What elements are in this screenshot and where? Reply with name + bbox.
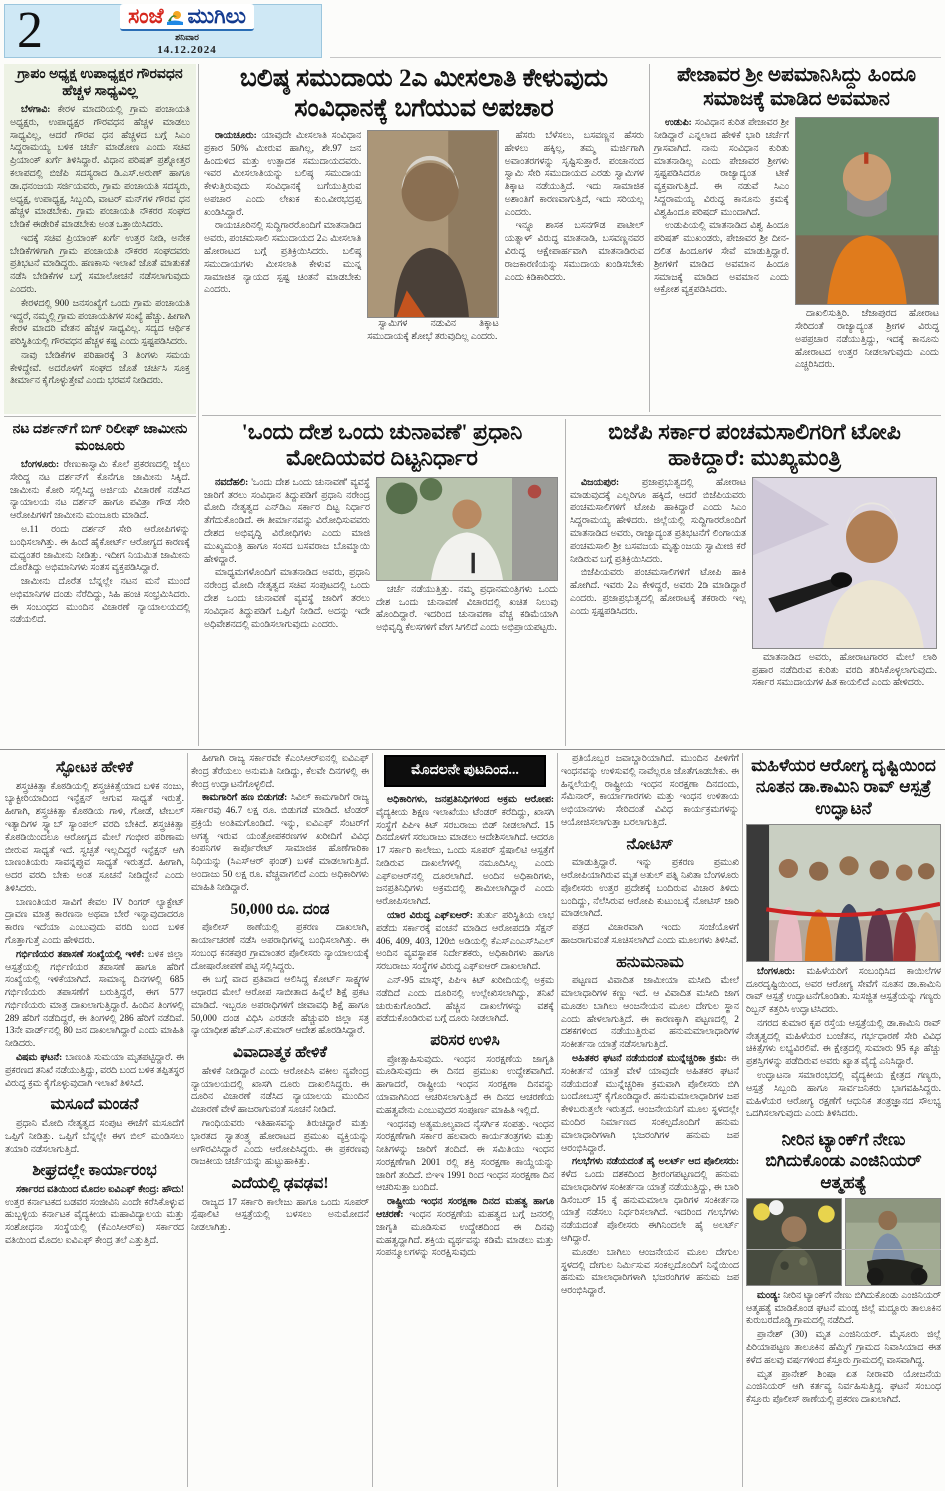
body-paragraph: ಹೀಗಾಗಿ ರಾಜ್ಯ ಸರ್ಕಾರವೇ ಕೆಎಂಸಿಆರ್‌ಐನಲ್ಲಿ ಐವಿಎಫ್ ಕೇಂದ್ರ ತೆರೆಯಲು ಅನುಮತಿ ನೀಡಿದ್ದು, ಕೆಲವೇ ದಿನಗಳಲ್ಲಿ ಈ ಕೇಂದ್ರ ಉದ್ಘಾಟನೆಗೊಳ್ಳಲಿದೆ. xyxy=(191,754,369,790)
body-paragraph: ನವದೆಹಲಿ: 'ಒಂದು ದೇಶ ಒಂದು ಚುನಾವಣೆ' ವ್ಯವಸ್ಥೆ ಜಾರಿಗೆ ತರಲು ಸಂವಿಧಾನ ತಿದ್ದುಪಡಿಗೆ ಪ್ರಧಾನಿ ನರೇಂದ್ರ ಮೋದಿ ನೇತೃತ್ವದ ಎನ್‌ಡಿಎ ಸರ್ಕಾರ ದಿಟ್ಟ ನಿರ್ಧಾರ ತೆಗೆದುಕೊಂಡಿದೆ. ಈ ತೀರ್ಮಾನವನ್ನು ವಿರೋಧಿಸುವವರು ದೇಶದ ಅಭಿವೃದ್ಧಿ ವಿರೋಧಿಗಳು ಎಂದು ಮಾಜಿ ಮುಖ್ಯಮಂತ್ರಿ ಹಾಗೂ ಸಂಸದ ಬಸವರಾಜ ಬೊಮ್ಮಾಯಿ ಹೇಳಿದ್ದಾರೆ. xyxy=(204,477,370,565)
sub-headline: ವಿವಾದಾತ್ಮಕ ಹೇಳಿಕೆ xyxy=(233,1044,327,1062)
article-headline-engineer: ನೀರಿನ ಟ್ಯಾಂಕ್‌ಗೆ ನೇಣು ಬಿಗಿದುಕೊಂಡು ಎಂಜಿನಿಯರ್ ಆತ್ಮಹತ್ಯೆ xyxy=(765,1130,922,1192)
article-cm-panchamasali xyxy=(568,419,941,746)
sub-headline: 50,000 ರೂ. ದಂಡ xyxy=(230,900,330,918)
article-body-left xyxy=(204,477,370,636)
sub-headline: ಪರಿಸರ ಉಳಿಸಿ xyxy=(430,1032,500,1050)
sub-headline: ಮಸೂದೆ ಮಂಡನೆ xyxy=(50,1096,139,1114)
body-paragraph: ರಾಯಚೂರಿನಲ್ಲಿ ಸುದ್ದಿಗಾರರೊಂದಿಗೆ ಮಾತನಾಡಿದ ಅವರು, ಪಂಚಮಸಾಲಿ ಸಮುದಾಯದ 2ಎ ಮೀಸಲಾತಿ ಹೋರಾಟದ ಬಗ್ಗೆ ಪ್ರತಿಕ್ರಿಯಿಸಿದರು. ಬಲಿಷ್ಠ ಸಮುದಾಯಗಳು ಮೀಸಲಾತಿ ಕೇಳುವ ಮುನ್ನ ಸಾಮಾಜಿಕ ನ್ಯಾಯದ ಸ್ಪಷ್ಟ ಚಿಂತನೆ ಮಾಡಬೇಕು ಎಂದರು. xyxy=(204,221,362,296)
body-paragraph: ಮಂಡ್ಯ: ನೀರಿನ ಟ್ಯಾಂಕ್‌ಗೆ ನೇಣು ಬಿಗಿದುಕೊಂಡು ಎಂಜಿನಿಯರ್ ಆತ್ಮಹತ್ಯೆ ಮಾಡಿಕೊಂಡ ಘಟನೆ ಮಂಡ್ಯ ಜಿಲ್ಲೆ ಮದ್ದೂರು ತಾಲೂಕಿನ ಕುರುಬರದೊಡ್ಡಿ ಗ್ರಾಮದಲ್ಲಿ ನಡೆದಿದೆ. xyxy=(746,1290,941,1327)
sub-headline: ಶೀಘ್ರದಲ್ಲೇ ಕಾರ್ಯಾರಂಭ xyxy=(32,1162,157,1180)
article-body xyxy=(10,459,190,627)
body-paragraph: ಶಸ್ತ್ರಚಿಕಿತ್ಸಾ ಕೊಠಡಿಯಲ್ಲಿ ಶಸ್ತ್ರಚಿಕಿತ್ಸೆಯಾದ ಬಳಿಕ ನಂಜು, ಬ್ಯಾಕ್ಟೀರಿಯಾದಿಂದ ಇನ್ಫೆಕ್ಷನ್ ಆಗುವ ಸಾಧ್ಯತೆ ಇರುತ್ತೆ. ಹೀಗಾಗಿ, ಶಸ್ತ್ರಚಿಕಿತ್ಸಾ ಕೊಠಡಿಯ ಗಾಳಿ, ಗೋಡೆ, ಟೇಬಲ್ ಇತ್ಯಾದಿಗಳ ಸ್ವ್ಯಾಬ್ ಸ್ಯಾಂಪಲ್ ವರದಿ ಬೇಕಿದೆ. ಶಸ್ತ್ರಚಿಕಿತ್ಸಾ ಕೊಠಡಿಯಿಂದಲೂ ಆರೋಗ್ಯದ ಮೇಲೆ ಗಂಭೀರ ಪರಿಣಾಮ ಬೀರುವ ಸಾಧ್ಯತೆ ಇದೆ. ಸ್ವಚ್ಛತೆ ಇಲ್ಲದಿದ್ದರೆ ಇನ್ಫೆಕ್ಷನ್ ಆಗಿ ಬಾಣಂತಿಯರು ಸಾವನ್ನಪ್ಪುವ ಸಾಧ್ಯತೆ ಇರುತ್ತದೆ. ಹೀಗಾಗಿ, ಅದರ ವರದಿ ಬೇಕು ಅಂತ ಸೂಚನೆ ನೀಡಿದ್ದೇನೆ ಎಂದು ತಿಳಿಸಿದರು. xyxy=(5,781,184,894)
body-paragraph: ಪ್ರೋತ್ಸಾಹಿಸುವುದು. ಇಂಧನ ಸಂರಕ್ಷಣೆಯ ಜಾಗೃತಿ ಮೂಡಿಸುವುದು ಈ ದಿನದ ಪ್ರಮುಖ ಉದ್ದೇಶವಾಗಿದೆ. ಹಾಗಾದರೆ, ರಾಷ್ಟ್ರೀಯ ಇಂಧನ ಸಂರಕ್ಷಣಾ ದಿನವನ್ನು ಯಾವಾಗಿನಿಂದ ಆಚರಿಸಲಾಗುತ್ತಿದೆ ಈ ದಿನದ ಆಚರಣೆಯ ಮಹತ್ವವೇನು ಎಂಬುವುದರ ಸಂಪೂರ್ಣ ಮಾಹಿತಿ ಇಲ್ಲಿದೆ. xyxy=(376,1054,554,1116)
page-number: 2 xyxy=(17,2,43,59)
body-paragraph: ಚರ್ಚೆ ನಡೆಯುತ್ತಿತ್ತು. ನಮ್ಮ ಪ್ರಧಾನಮಂತ್ರಿಗಳು ಒಂದು ದೇಶ ಒಂದು ಚುನಾವಣೆ ವಿಚಾರದಲ್ಲಿ ಖಚಿತ ನಿಲುವು ಹೊಂದಿದ್ದಾರೆ. ಇದರಿಂದ ಚುನಾವಣಾ ವೆಚ್ಚ ಕಡಿಮೆಯಾಗಿ ಅಭಿವೃದ್ಧಿ ಕೆಲಸಗಳಿಗೆ ವೇಗ ಸಿಗಲಿದೆ ಎಂದು ಅಭಿಪ್ರಾಯಪಟ್ಟರು. xyxy=(376,584,558,634)
body-paragraph: ಮೃತ ಪ್ರಾನೇಶ್ ಶಿಂಷಾ ಏತ ನೀರಾವರಿ ಯೋಜನೆಯ ಎಂಜಿನಿಯರ್ ಆಗಿ ಕರ್ತವ್ಯ ನಿರ್ವಹಿಸುತ್ತಿದ್ದ. ಘಟನೆ ಸಂಬಂಧ ಕೆಸ್ತೂರು ಪೊಲೀಸ್ ಠಾಣೆಯಲ್ಲಿ ಪ್ರಕರಣ ದಾಖಲಾಗಿದೆ. xyxy=(746,1369,941,1406)
photo-swami-saffron-robes xyxy=(795,117,939,305)
body-paragraph: ಜಾಮೀನು ದೊರೆತ ಬೆನ್ನಲ್ಲೇ ನಟನ ಮನೆ ಮುಂದೆ ಅಭಿಮಾನಿಗಳ ದಂಡು ನೆರೆದಿದ್ದು, ಸಿಹಿ ಹಂಚಿ ಸಂಭ್ರಮಿಸಿದರು. ಈ ಸಂಬಂಧದ ಮುಂದಿನ ವಿಚಾರಣೆ ನ್ಯಾಯಾಲಯದಲ್ಲಿ ನಡೆಯಲಿದೆ. xyxy=(10,577,190,626)
body-paragraph: ಬೆಂಗಳೂರು: ಮಹಿಳೆಯರಿಗೆ ಸಂಬಂಧಿಸಿದ ಕಾಯಿಲೆಗಳ ದೂರದೃಷ್ಟಿಯಿಂದ, ಅವರ ಆರೋಗ್ಯ ಸೇವೆಗೆ ನೂತನ ಡಾ.ಕಾಮಿನಿ ರಾವ್ ಆಸ್ಪತ್ರೆ ಉದ್ಘಾಟನೆಗೊಂಡಿತು. ಸುಸಜ್ಜಿತ ಆಸ್ಪತ್ರೆಯನ್ನು ಗಣ್ಯರು ರಿಬ್ಬನ್ ಕತ್ತರಿಸಿ ಉದ್ಘಾಟಿಸಿದರು. xyxy=(746,966,941,1016)
article-headline: ಪೇಜಾವರ ಶ್ರೀ ಅಪಮಾನಿಸಿದ್ದು ಹಿಂದೂ ಸಮಾಜಕ್ಕೆ ಮಾಡಿದ ಅವಮಾನ xyxy=(676,64,917,110)
body-paragraph: ಬಾಣಂತಿಯರ ಸಾವಿಗೆ ಕೇವಲ IV ರಿಂಗರ್ ಲ್ಯಾಕ್ಟೇಟ್ ದ್ರಾವಣ ಮಾತ್ರ ಕಾರಣನಾ ಅಥವಾ ಬೇರೆ ಇನ್ನಾವುದಾದರೂ ಕಾರಣ ಇದೆಯಾ ಎಂಬುವುದು ವರದಿ ಬಂದ ಬಳಿಕ ಗೊತ್ತಾಗುತ್ತೆ ಎಂದು ಹೇಳಿದರು. xyxy=(5,897,184,946)
bottom-column-2 xyxy=(191,753,369,1487)
brand-word-2: ಮುಗಿಲು xyxy=(187,4,246,28)
article-headline: ನಟ ದರ್ಶನ್‌ಗೆ ಬಿಗ್ ರಿಲೀಫ್ ಜಾಮೀನು ಮಂಜೂರು xyxy=(12,422,188,454)
body-paragraph: ಪೊಲೀಸ್ ಠಾಣೆಯಲ್ಲಿ ಪ್ರಕರಣ ದಾಖಲಾಗಿ, ಕಾರ್ಯಾಚರಣೆ ನಡೆಸಿ ಅಪರಾಧಿಗಳನ್ನ ಬಂಧಿಸಲಾಗಿತ್ತು. ಈ ಸಂಬಂಧ ಕನಕಪುರ ಗ್ರಾಮಾಂತರ ಪೊಲೀಸರು ನ್ಯಾಯಾಲಯಕ್ಕೆ ದೋಷಾರೋಪಣೆ ಪಟ್ಟಿ ಸಲ್ಲಿಸಿದ್ದರು. xyxy=(191,923,369,972)
sub-headline: ಹನುಮನಾಮ xyxy=(616,953,684,971)
photo-basavaraj-bommai xyxy=(376,477,558,581)
body-paragraph: ರಾಯಚೂರು: ಯಾವುದೇ ಮೀಸಲಾತಿ ಸಂವಿಧಾನ ಪ್ರಕಾರ 50% ಮೀರುವ ಹಾಗಿಲ್ಲ, ಶೇ.97 ಜನ ಹಿಂದುಳಿದ ಮತ್ತು ಉತ್ಪಾದಕ ಸಮುದಾಯದವರು. ಇವರ ಮೀಸಲಾತಿಯನ್ನು ಬಲಿಷ್ಠ ಸಮುದಾಯ ಕೇಳುತ್ತಿರುವುದು ಸಂವಿಧಾನಕ್ಕೆ ಬಗೆಯುತ್ತಿರುವ ಅಪಚಾರ ಎಂದು ಲೇಖಕ ಕುಂ.ವೀರಭದ್ರಪ್ಪ ಖಂಡಿಸಿದ್ದಾರೆ. xyxy=(204,131,362,218)
body-paragraph: ಯಾರ ವಿರುದ್ಧ ಎಫ್‌ಐಆರ್: ತುರ್ತು ಪರಿಸ್ಥಿತಿಯ ಲಾಭ ಪಡೆದು ಸರ್ಕಾರಕ್ಕೆ ವಂಚನೆ ಮಾಡಿದ ಆರೋಪದಡಿ ಸೆಕ್ಷನ್ 406, 409, 403, 120ಬಿ ಅಡಿಯಲ್ಲಿ ಕೆಎಸ್‌ಎಂಎಸ್‌ಸಿಎಲ್ ಅಂದಿನ ವ್ಯವಸ್ಥಾಪಕ ನಿರ್ದೇಶಕರು, ಅಧಿಕಾರಿಗಳು ಹಾಗೂ ಸರಬರಾಜು ಸಂಸ್ಥೆಗಳ ವಿರುದ್ಧ ಎಫ್‌ಐಆರ್ ದಾಖಲಾಗಿದೆ. xyxy=(376,911,554,973)
bottom-column-1 xyxy=(5,753,184,1487)
body-paragraph: ಪ್ರಧಾನಿ ಮೋದಿ ನೇತೃತ್ವದ ಸಂಪುಟ ಈಚೆಗೆ ಮಸೂದೆಗೆ ಒಪ್ಪಿಗೆ ನೀಡಿತ್ತು. ಒಪ್ಪಿಗೆ ಬೆನ್ನಲ್ಲೇ ಈಗ ಬಿಲ್ ಮಂಡಿಸಲು ತಯಾರಿ ನಡೆಸಲಾಗುತ್ತಿದೆ. xyxy=(5,1118,184,1155)
palm-sunset-logo-icon xyxy=(166,9,184,25)
body-paragraph: ಮೂಡಲ ಬಾಗಿಲು ಆಂಜನೇಯನ ಮೂಲ ದೇಗುಲ ಸ್ಥಳದಲ್ಲಿ ದೇಗುಲ ನಿರ್ಮಿಸುವ ಸಂಕಲ್ಪದೊಂದಿಗೆ ನಿನ್ನೆಯಿಂದ ಹನುಮ ಮಾಲಾಧಾರಿಗಳಾಗಿ ಭಜರಂಗಿಗಳ ಹನುಮ ಜಪ ಆರಂಭಿಸಿದ್ದಾರೆ. xyxy=(561,1247,739,1297)
body-paragraph: ಗಾಂಧಿಯವರು ಇತಿಹಾಸವನ್ನು ತಿರುಚಿದ್ದಾರೆ ಮತ್ತು ಭಾರತದ ಸ್ವಾತಂತ್ರ್ಯ ಹೋರಾಟದ ಪ್ರಮುಖ ವ್ಯಕ್ತಿಯನ್ನು ಅಗೌರವಿಸಿದ್ದಾರೆ ಎಂದು ಆರೋಪಿಸಿದ್ದರು. ಈ ಪ್ರಕರಣವು ರಾಜಕೀಯ ಚರ್ಚೆಯನ್ನು ಹುಟ್ಟುಹಾಕಿತ್ತು. xyxy=(191,1118,369,1168)
article-body-left xyxy=(570,477,746,691)
article-body-right xyxy=(505,130,644,345)
article-headline: ಬಲಿಷ್ಠ ಸಮುದಾಯ 2ಎ ಮೀಸಲಾತಿ ಕೇಳುವುದು ಸಂವಿಧಾನಕ್ಕೆ ಬಗೆಯುವ ಅಪಚಾರ xyxy=(239,65,609,122)
article-body-hospital xyxy=(746,966,941,1121)
article-gram-panchayat-honorarium xyxy=(4,64,196,414)
sub-headline: ಎದೆಯಲ್ಲಿ ಢವಢವ! xyxy=(231,1175,329,1193)
article-body-mid xyxy=(367,318,498,344)
continued-from-page-one-box: ಮೊದಲನೇ ಪುಟದಿಂದ... xyxy=(384,755,546,787)
photo-writer-kum-veerabhadrappa xyxy=(367,130,498,318)
bottom-column-5 xyxy=(746,753,941,1487)
body-paragraph: ಪಟ್ಟಣದ ವಿವಾದಿತ ಜಾಮೀಯಾ ಮಸೀದಿ ಮೇಲೆ ಮಾಲಾಧಾರಿಗಳ ಕಣ್ಣು ಇದೆ. ಆ ವಿವಾದಿತ ಮಸೀದಿ ಜಾಗ ಮೂಡಲ ಬಾಗಿಲು ಆಂಜನೇಯನ ಮೂಲ ದೇಗುಲ ಸ್ಥಾನ ಎಂದು ಹೇಳಲಾಗುತ್ತಿದೆ. ಈ ಕಾರಣಕ್ಕಾಗಿ ಪಟ್ಟಣದಲ್ಲಿ 2 ದಶಕಗಳಿಂದ ನಡೆಯುತ್ತಿರುವ ಹನುಮಮಾಲಾಧಾರಿಗಳ ಸಂಕೀರ್ತನಾ ಯಾತ್ರೆ ನಡೆಸಲಾಗುತ್ತಿದೆ. xyxy=(561,976,739,1051)
body-paragraph: ಕಾಮಗಾರಿಗೆ ಹಣ ಬಿಡುಗಡೆ: ಸಿವಿಲ್ ಕಾಮಗಾರಿಗೆ ರಾಜ್ಯ ಸರ್ಕಾರವು 46.7 ಲಕ್ಷ ರೂ. ಬಿಡುಗಡೆ ಮಾಡಿದೆ. ಟೆಂಡರ್ ಪ್ರಕ್ರಿಯೆ ಅಂತಿಮಗೊಂಡಿದೆ. ಇನ್ನು, ಐವಿಎಫ್ ಸೆಂಟರ್‌ಗೆ ಅಗತ್ಯ ಇರುವ ಯಂತ್ರೋಪಕರಣಗಳ ಖರೀದಿಗೆ ವಿವಿಧ ಕಂಪನಿಗಳ ಕಾರ್ಪೊರೇಟ್ ಸಾಮಾಜಿಕ ಹೊಣೆಗಾರಿಕಾ ನಿಧಿಯನ್ನು (ಸಿಎಸ್‌ಆರ್ ಫಂಡ್) ಬಳಕೆ ಮಾಡಲಾಗುತ್ತಿದೆ. ಅಂದಾಜು 50 ಲಕ್ಷ ರೂ. ವೆಚ್ಚವಾಗಲಿದೆ ಎಂದು ಅಧಿಕಾರಿಗಳು ಮಾಹಿತಿ ನೀಡಿದ್ದಾರೆ. xyxy=(191,793,369,893)
body-paragraph: ಸ್ವಾಮಿಗಳ ನಡುವಿನ ತಿಕ್ಕಾಟ ಸಮುದಾಯಕ್ಕೆ ಶೋಭೆ ತರುವುದಿಲ್ಲ ಎಂದರು. xyxy=(367,319,499,342)
body-paragraph: ಮಾತನಾಡಿದ ಅವರು, ಹೋರಾಟಗಾರರ ಮೇಲೆ ಲಾಠಿ ಪ್ರಹಾರ ನಡೆದಿರುವ ಕುರಿತು ವರದಿ ತರಿಸಿಕೊಳ್ಳಲಾಗುವುದು. ಸರ್ಕಾರ ಸಮುದಾಯಗಳ ಹಿತ ಕಾಯಲಿದೆ ಎಂದು ಹೇಳಿದರು. xyxy=(752,652,937,689)
article-darshan-bail xyxy=(4,419,196,746)
photo-siddaramaiah-speaking xyxy=(752,477,937,649)
body-paragraph: ಇಂಧನವು ಅತ್ಯಮೂಲ್ಯವಾದ ನೈಸರ್ಗಿಕ ಸಂಪತ್ತು. ಇಂಧನ ಸಂರಕ್ಷಣೆಗಾಗಿ ಸರ್ಕಾರ ಹಲವಾರು ಕಾರ್ಯತಂತ್ರಗಳು ಮತ್ತು ನೀತಿಗಳನ್ನು ಜಾರಿಗೆ ತಂದಿದೆ. ಈ ಸಮಿತಿಯು ಇಂಧನ ಸಂರಕ್ಷಣೆಗಾಗಿ 2001 ರಲ್ಲಿ ಶಕ್ತಿ ಸಂರಕ್ಷಣಾ ಕಾಯ್ದೆಯನ್ನು ಜಾರಿಗೆ ತಂದಿದೆ. ಬಿಇಇ 1991 ರಿಂದ ಇಂಧನ ಸಂರಕ್ಷಣಾ ದಿನ ಆಚರಿಸುತ್ತಾ ಬಂದಿದೆ. xyxy=(376,1119,554,1194)
photo-engineer-on-motorcycle xyxy=(845,1198,941,1286)
body-paragraph: ಈ ಬಗ್ಗೆ ವಾದ ಪ್ರತಿವಾದ ಆಲಿಸಿದ್ದ ಕೋರ್ಟ್ ಸಾಕ್ಷ್ಯಗಳ ಆಧಾರದ ಮೇಲೆ ಆರೋಪ ಸಾಬೀತಾದ ಹಿನ್ನೆಲೆ ಶಿಕ್ಷೆ ಪ್ರಕಟ ಮಾಡಿದೆ. ಇಬ್ಬರೂ ಅಪರಾಧಿಗಳಿಗೆ ಜೀವಾವಧಿ ಶಿಕ್ಷೆ ಹಾಗೂ 50,000 ದಂಡ ವಿಧಿಸಿ ಎರಡನೇ ಹೆಚ್ಚುವರಿ ಜಿಲ್ಲಾ ಸತ್ರ ನ್ಯಾಯಾಧೀಶ ಹೆಚ್.ಎನ್.ಕುಮಾರ್ ಆದೇಶ ಹೊರಡಿಸಿದ್ದಾರೆ. xyxy=(191,975,369,1037)
body-paragraph: ಇನ್ನೂ ಶಾಸಕ ಬಸನಗೌಡ ಪಾಟೀಲ್ ಯತ್ನಾಳ್ ವಿರುದ್ಧ ಮಾತನಾಡಿ, ಬಸವಣ್ಣನವರ ವಿರುದ್ಧ ಆಕ್ಷೇಪಾರ್ಹವಾಗಿ ಮಾತನಾಡಿರುವ ರಾಜಕಾರಣಿಯನ್ನು ಸಮುದಾಯ ಖಂಡಿಸಬೇಕು ಎಂದು ಕಿಡಿಕಾರಿದರು. xyxy=(504,221,644,283)
article-headline: 'ಒಂದು ದೇಶ ಒಂದು ಚುನಾವಣೆ' ಪ್ರಧಾನಿ ಮೋದಿಯವರ ದಿಟ್ಟನಿರ್ಧಾರ xyxy=(241,419,523,470)
article-body-below-photo xyxy=(376,584,558,635)
issue-date: 14.12.2024 xyxy=(157,44,217,57)
article-body-left xyxy=(204,130,361,345)
masthead xyxy=(4,4,322,58)
article-one-nation-one-election xyxy=(202,419,562,746)
body-paragraph: ವಿಜಯಪುರ: ಪ್ರಜಾಪ್ರಭುತ್ವದಲ್ಲಿ ಹೋರಾಟ ಮಾಡುವುದಕ್ಕೆ ಎಲ್ಲರಿಗೂ ಹಕ್ಕಿದೆ, ಆದರೆ ಬಿಜೆಪಿಯವರು ಪಂಚಮಸಾಲಿಗಳಿಗೆ ಟೋಪಿ ಹಾಕಿದ್ದಾರೆ ಎಂದು ಸಿಎಂ ಸಿದ್ದರಾಮಯ್ಯ ಹೇಳಿದರು. ಜಿಲ್ಲೆಯಲ್ಲಿ ಸುದ್ದಿಗಾರರೊಂದಿಗೆ ಮಾತನಾಡಿದ ಅವರು, ರಾಜ್ಯಾದ್ಯಂತ ಪ್ರತಿಭಟನೆಗೆ ಲಿಂಗಾಯತ ಪಂಚಮಸಾಲಿ ಶ್ರೀ ಬಸವಜಯ ಮೃತ್ಯುಂಜಯ ಸ್ವಾಮೀಜಿ ಕರೆ ನೀಡಿರುವ ಬಗ್ಗೆ ಪ್ರತಿಕ್ರಿಯಿಸಿದರು. xyxy=(570,477,746,565)
bottom-column-4 xyxy=(561,753,739,1487)
body-paragraph: ಉಡುಪಿಯಲ್ಲಿ ಮಾತನಾಡಿದ ವಿಶ್ವ ಹಿಂದೂ ಪರಿಷತ್ ಮುಖಂಡರು, ಪೇಜಾವರ ಶ್ರೀ ದೀನ-ದಲಿತ ಹಿಂದೂಗಳ ಸೇವೆ ಮಾಡುತ್ತಿದ್ದಾರೆ. ಶ್ರೀಗಳಿಗೆ ಮಾಡಿದ ಅವಮಾನ ಹಿಂದೂ ಸಮಾಜಕ್ಕೆ ಮಾಡಿದ ಅವಮಾನ ಎಂದು ಆಕ್ರೋಶ ವ್ಯಕ್ತಪಡಿಸಿದರು. xyxy=(654,221,790,296)
article-headline-hospital: ಮಹಿಳೆಯರ ಆರೋಗ್ಯ ದೃಷ್ಟಿಯಿಂದ ನೂತನ ಡಾ.ಕಾಮಿನಿ ರಾವ್ ಆಸ್ಪತ್ರೆ ಉದ್ಘಾಟನೆ xyxy=(751,756,936,818)
brand-word-1: ಸಂಜೆ xyxy=(128,4,164,28)
body-paragraph: ದಾಖಲಿಸುತ್ತಿರಿ. ಜೆಜಾಪುರದ ಹೋರಾಟ ಸೇರಿದಂತೆ ರಾಜ್ಯಾದ್ಯಂತ ಶ್ರೀಗಳ ವಿರುದ್ಧ ಅಪಪ್ರಚಾರ ನಡೆಯುತ್ತಿದ್ದು, ಇದಕ್ಕೆ ಕಾನೂನು ಹೋರಾಟದ ಉತ್ತರ ನೀಡಲಾಗುವುದು ಎಂದು ಎಚ್ಚರಿಸಿದರು. xyxy=(795,309,939,371)
body-paragraph: ಮಾಧ್ಯಮಗಳೊಂದಿಗೆ ಮಾತನಾಡಿದ ಅವರು, ಪ್ರಧಾನಿ ನರೇಂದ್ರ ಮೋದಿ ನೇತೃತ್ವದ ಸಚಿವ ಸಂಪುಟದಲ್ಲಿ ಒಂದು ದೇಶ ಒಂದು ಚುನಾವಣೆ ವ್ಯವಸ್ಥೆ ಜಾರಿಗೆ ತರಲು ಸಂವಿಧಾನ ತಿದ್ದುಪಡಿಗೆ ಒಪ್ಪಿಗೆ ನೀಡಿದೆ. ಅದನ್ನು ಇದೇ ಅಧಿವೇಶನದಲ್ಲಿ ಮಂಡಿಸಲಾಗುವುದು ಎಂದರು. xyxy=(204,568,370,630)
body-paragraph: ಉದ್ಘಾಟನಾ ಸಮಾರಂಭದಲ್ಲಿ ವೈದ್ಯಕೀಯ ಕ್ಷೇತ್ರದ ಗಣ್ಯರು, ಆಸ್ಪತ್ರೆ ಸಿಬ್ಬಂದಿ ಹಾಗೂ ಸಾರ್ವಜನಿಕರು ಭಾಗವಹಿಸಿದ್ದರು. ಮಹಿಳೆಯರ ಆರೋಗ್ಯ ರಕ್ಷಣೆಗೆ ಆಧುನಿಕ ತಂತ್ರಜ್ಞಾನದ ಸೌಲಭ್ಯ ಒದಗಿಸಲಾಗುವುದು ಎಂದು ತಿಳಿಸಿದರು. xyxy=(746,1071,941,1120)
body-paragraph: ಬಿಜೆಪಿಯವರು ಪಂಚಮಸಾಲಿಗಳಿಗೆ ಟೋಪಿ ಹಾಕಿ ಹೋಗಿದೆ. ಇವರು 2ಎ ಕೇಳಿದ್ದರೆ, ಅವರು 2ಡಿ ಮಾಡಿದ್ದಾರೆ ಎಂದರು. ಪ್ರಜಾಪ್ರಭುತ್ವದಲ್ಲಿ ಹೋರಾಟಕ್ಕೆ ತಕರಾರು ಇಲ್ಲ ಎಂದು ಸ್ಪಷ್ಟಪಡಿಸಿದರು. xyxy=(570,568,746,617)
photo-engineer-portrait xyxy=(746,1198,842,1286)
body-paragraph: ನಗರದ ಕುಮಾರ ಕೃಪ ರಸ್ತೆಯ ಆಸ್ಪತ್ರೆಯಲ್ಲಿ ಡಾ.ಕಾಮಿನಿ ರಾವ್ ನೇತೃತ್ವದಲ್ಲಿ ಮಹಿಳೆಯರ ಬಂಜೆತನ, ಗರ್ಭಧಾರಣೆ ಸೇರಿ ವಿವಿಧ ಚಿಕಿತ್ಸೆಗಳು ಲಭ್ಯವಿರಲಿವೆ. ಈ ಕ್ಷೇತ್ರದಲ್ಲಿ ಸುಮಾರು 95 ಕ್ಕೂ ಹೆಚ್ಚು ಪ್ರಶಸ್ತಿಗಳನ್ನು ಪಡೆದಿರುವ ಅವರು ಖ್ಯಾತ ವೈದ್ಯೆ ಎನಿಸಿದ್ದಾರೆ. xyxy=(746,1018,941,1068)
bottom-column-3 xyxy=(376,753,554,1487)
body-paragraph: ನಾವು ಬೇಡಿಕೆಗಳ ಪರಿಹಾರಕ್ಕೆ 3 ತಿಂಗಳು ಸಮಯ ಕೇಳಿದ್ದೇವೆ. ಅದರೊಳಗೆ ಸಂಘದ ಜೊತೆ ಚರ್ಚಿಸಿ ಸೂಕ್ತ ತೀರ್ಮಾನ ಕೈಗೊಳ್ಳುತ್ತೇವೆ ಎಂದು ಭರವಸೆ ನೀಡಿದರು. xyxy=(10,350,190,387)
body-paragraph: ಪತ್ರದ ವಿಚಾರವಾಗಿ ಇಂದು ಸಂಜೆಯೊಳಗೆ ಹಾಜರಾಗುವಂತೆ ಸೂಚಿಸಲಾಗಿದೆ ಎಂದು ಮೂಲಗಳು ತಿಳಿಸಿವೆ. xyxy=(561,923,739,946)
body-paragraph: ಅ.11 ರಂದು ದರ್ಶನ್ ಸೇರಿ ಆರೋಪಿಗಳನ್ನು ಬಂಧಿಸಲಾಗಿತ್ತು. ಈ ಹಿಂದೆ ಹೈಕೋರ್ಟ್ ಆರೋಗ್ಯದ ಕಾರಣಕ್ಕೆ ಮಧ್ಯಂತರ ಜಾಮೀನು ನೀಡಿತ್ತು. ಇದೀಗ ನಿಯಮಿತ ಜಾಮೀನು ದೊರೆತಿದ್ದು ಅಭಿಮಾನಿಗಳು ಸಂತಸ ವ್ಯಕ್ತಪಡಿಸಿದ್ದಾರೆ. xyxy=(10,524,190,574)
body-paragraph: ಉಡುಪಿ: ಸಂವಿಧಾನ ಕುರಿತ ಪೇಜಾವರ ಶ್ರೀ ನೀಡಿದ್ದಾರೆ ಎನ್ನಲಾದ ಹೇಳಿಕೆ ಭಾರಿ ಚರ್ಚೆಗೆ ಗ್ರಾಸವಾಗಿದೆ. ನಾನು ಸಂವಿಧಾನ ಕುರಿತು ಮಾತನಾಡಿಲ್ಲ ಎಂದು ಪೇಜಾವರ ಶ್ರೀಗಳು ಸ್ಪಷ್ಟಪಡಿಸಿದರೂ ರಾಜ್ಯಾದ್ಯಂತ ಟೀಕೆ ವ್ಯಕ್ತವಾಗುತ್ತಿದೆ. ಈ ನಡುವೆ ಸಿಎಂ ಸಿದ್ದರಾಮಯ್ಯ ವಿರುದ್ಧ ಕಾನೂನು ಕ್ರಮಕ್ಕೆ ವಿಶ್ವಹಿಂದೂ ಪರಿಷದ್ ಮುಂದಾಗಿದೆ. xyxy=(654,118,790,218)
day-of-week: ಶನಿವಾರ xyxy=(175,32,199,42)
newspaper-brand xyxy=(53,4,321,58)
body-paragraph: ಬೆಳಗಾವಿ: ಕೇರಳ ಮಾದರಿಯಲ್ಲಿ ಗ್ರಾಮ ಪಂಚಾಯತಿ ಅಧ್ಯಕ್ಷರು, ಉಪಾಧ್ಯಕ್ಷರ ಗೌರವಧನ ಹೆಚ್ಚಳ ಮಾಡಲು ಸಾಧ್ಯವಿಲ್ಲ, ಆದರೆ ಗೌರವ ಧನ ಹೆಚ್ಚಳದ ಬಗ್ಗೆ ಸಿಎಂ ಸಿದ್ದರಾಮಯ್ಯ ಬಳಿಕ ಚರ್ಚೆ ಮಾಡೋಣ ಎಂದು ಸಚಿವ ಪ್ರಿಯಾಂಕ್ ಖರ್ಗೆ ತಿಳಿಸಿದ್ದಾರೆ. ವಿಧಾನ ಪರಿಷತ್ ಪ್ರಶ್ನೋತ್ತರ ಕಲಾಪದಲ್ಲಿ ಬಿಜೆಪಿ ಸದಸ್ಯರಾದ ಡಿ.ಎಸ್.ಅರುಣ್ ಹಾಗೂ ಡಾ.ಧನಂಜಯ ಸರ್ಜಿಯವರು, ಗ್ರಾಮ ಪಂಚಾಯತಿ ಸದಸ್ಯರು, ಅಧ್ಯಕ್ಷ, ಉಪಾಧ್ಯಕ್ಷ, ಸಿಬ್ಬಂದಿ, ವಾಟರ್ ಮನ್‌ಗಳ ಗೌರವ ಧನ ಹೆಚ್ಚಳ ಮಾಡಬೇಕು. ಗ್ರಾಮ ಪಂಚಾಯತಿ ನೌಕರರ ಸಂಘದ ಬೇಡಿಕೆ ಈಡೇರಿಕೆ ಮಾಡಬೇಕು ಅಂತ ಒತ್ತಾಯಿಸಿದರು. xyxy=(10,105,190,231)
sub-headline: ನೋಟಿಸ್ xyxy=(626,835,674,853)
body-paragraph: ಹೆಸರು ಬೆಳೆಸಲು, ಬಸವಣ್ಣನ ಹೆಸರು ಹೇಳಲು ಹಕ್ಕಿಲ್ಲ, ತಮ್ಮ ಮರ್ಜಿಗಾಗಿ ಅವಾಂತರಗಳನ್ನು ಸೃಷ್ಟಿಸುತ್ತಾರೆ. ಪಂಚಾನಂದ ಸ್ವಾಮಿ ಸೇರಿ ಸಮುದಾಯದ ಎರಡು ಸ್ವಾಮಿಗಳ ತಿಕ್ಕಾಟ ನಡೆಯುತ್ತಿದೆ. ಇದು ಸಾಮಾಜಿಕ ಅಶಾಂತಿಗೆ ಕಾರಣವಾಗುತ್ತಿದೆ, ಇದು ಸರಿಯಲ್ಲ ಎಂದರು. xyxy=(504,131,644,218)
body-paragraph: ಅಹಿತಕರ ಘಟನೆ ನಡೆಯದಂತೆ ಮುನ್ನೆಚ್ಚರಿಕಾ ಕ್ರಮ: ಈ ಸಂಕೀರ್ತನೆ ಯಾತ್ರೆ ವೇಳೆ ಯಾವುದೇ ಅಹಿತಕರ ಘಟನೆ ನಡೆಯದಂತೆ ಮುನ್ನೆಚ್ಚರಿಕಾ ಕ್ರಮವಾಗಿ ಪೊಲೀಸರು ಬಿಗಿ ಬಂದೋಬಸ್ತ್ ಕೈಗೊಂಡಿದ್ದಾರೆ. ಹನುಮಮಾಲಾಧಾರಿಗಳ ಜಪ ಕೇಳಿಬರುತ್ತಲೇ ಇರುತ್ತದೆ. ಆಂಜನೇಯನಿಗೆ ಮೂಲ ಸ್ಥಳದಲ್ಲೇ ಮಂದಿರ ನಿರ್ಮಾಣದ ಸಂಕಲ್ಪದೊಂದಿಗೆ ಹನುಮ ಮಾಲಾಧಾರಿಗಳಾಗಿ ಭಜರಂಗಿಗಳ ಹನುಮ ಜಪ ಆರಂಭಿಸಿದ್ದಾರೆ. xyxy=(561,1054,739,1154)
body-paragraph: ಇದಕ್ಕೆ ಸಚಿವ ಪ್ರಿಯಾಂಕ್ ಖರ್ಗೆ ಉತ್ತರ ನೀಡಿ, ಅನೇಕ ಬೇಡಿಕೆಗಳಿಗಾಗಿ ಗ್ರಾಮ ಪಂಚಾಯತಿ ನೌಕರರ ಸಂಘದವರು ಪ್ರತಿಭಟನೆ ಮಾಡಿದ್ದರು. ಹಣಕಾಸು ಇಲಾಖೆ ಜೊತೆ ಮಾತುಕತೆ ನಡೆಸಿ ಬೇಡಿಕೆಗಳ ಬಗ್ಗೆ ಸಮಾಲೋಚನೆ ನಡೆಸಲಾಗುವುದು ಎಂದರು. xyxy=(10,233,190,295)
article-pejavara-insult xyxy=(652,64,941,412)
article-body-below-photo xyxy=(795,308,939,372)
body-paragraph: ವಿಷಮ ಘಟನೆ: ಬಾಣಂತಿ ಸುಮಯಾ ಮೃತಪಟ್ಟಿದ್ದಾರೆ. ಈ ಪ್ರಕರಣದ ತನಿಖೆ ನಡೆಯುತ್ತಿದ್ದು, ವರದಿ ಬಂದ ಬಳಿಕ ತಪ್ಪಿತಸ್ಥರ ವಿರುದ್ಧ ಕ್ರಮ ಕೈಗೊಳ್ಳುವುದಾಗಿ ಇಲಾಖೆ ತಿಳಿಸಿದೆ. xyxy=(5,1053,184,1089)
article-body-engineer xyxy=(746,1290,941,1407)
body-paragraph: ಬೆಂಗಳೂರು: ರೇಣುಕಾಸ್ವಾಮಿ ಕೊಲೆ ಪ್ರಕರಣದಲ್ಲಿ ಜೈಲು ಸೇರಿದ್ದ ನಟ ದರ್ಶನ್‌ಗೆ ಕೊನೆಗೂ ಜಾಮೀನು ಸಿಕ್ಕಿದೆ. ಜಾಮೀನು ಕೋರಿ ಸಲ್ಲಿಸಿದ್ದ ಅರ್ಜಿಯ ವಿಚಾರಣೆ ನಡೆಸಿದ ನ್ಯಾಯಾಲಯ ನಟ ದರ್ಶನ್ ಹಾಗೂ ಪವಿತ್ರಾ ಗೌಡ ಸೇರಿ ಆರೋಪಿಗಳಿಗೆ ಜಾಮೀನು ಮಂಜೂರು ಮಾಡಿದೆ. xyxy=(10,460,190,522)
body-paragraph: ಗರ್ಭಿಣಿಯರ ತಪಾಸಣೆ ಸಂಖ್ಯೆಯಲ್ಲಿ ಇಳಿಕೆ: ಬಳಿಕ ಜಿಲ್ಲಾ ಆಸ್ಪತ್ರೆಯಲ್ಲಿ ಗರ್ಭಿಣಿಯರ ತಪಾಸಣೆ ಹಾಗೂ ಹೆರಿಗೆ ಸಂಖ್ಯೆಯಲ್ಲಿ ಇಳಿಕೆಯಾಗಿದೆ. ಸಾಮಾನ್ಯ ದಿನಗಳಲ್ಲಿ 685 ಗರ್ಭಿಣಿಯರು ತಪಾಸಣೆಗೆ ಬರುತ್ತಿದ್ದರೆ, ಈಗ 577 ಗರ್ಭಿಣಿಯರು ಮಾತ್ರ ದಾಖಲಾಗುತ್ತಿದ್ದಾರೆ. ಹಿಂದಿನ ತಿಂಗಳಲ್ಲಿ 289 ಹೆರಿಗೆ ನಡೆದಿದ್ದರೆ, ಈ ತಿಂಗಳಲ್ಲಿ 286 ಹೆರಿಗೆ ನಡೆದಿವೆ. 13ನೇ ವಾರ್ಡ್‌ನಲ್ಲಿ 80 ಜನ ದಾಖಲಾಗಿದ್ದಾರೆ ಎಂದು ಮಾಹಿತಿ ನೀಡಿದರು. xyxy=(5,949,184,1050)
body-paragraph: ಪ್ರಾನೇಶ್ (30) ಮೃತ ಎಂಜಿನಿಯರ್. ಮೈಸೂರು ಜಿಲ್ಲೆ ಪಿರಿಯಾಪಟ್ಟಣ ತಾಲೂಕಿನ ಹೆಮ್ಮಿಗೆ ಗ್ರಾಮದ ನಿವಾಸಿಯಾದ ಈತ ಕಳೆದ ಹಲವು ವರ್ಷಗಳಿಂದ ಕೆಸ್ತೂರು ಗ್ರಾಮದಲ್ಲಿ ವಾಸವಾಗಿದ್ದ. xyxy=(746,1330,941,1366)
body-paragraph: ಸರ್ಕಾರದ ವತಿಯಿಂದ ಮೊದಲ ಐವಿಎಫ್ ಕೇಂದ್ರ: ಹೌದು! ಉತ್ತರ ಕರ್ನಾಟಕದ ಬಡವರ ಸಂಜೀವಿನಿ ಎಂದೇ ಕರೆಸಿಕೊಳ್ಳುವ ಹುಬ್ಬಳ್ಳಿಯ ಕರ್ನಾಟಕ ವೈದ್ಯಕೀಯ ಮಹಾವಿದ್ಯಾಲಯ ಮತ್ತು ಸಂಶೋಧನಾ ಸಂಸ್ಥೆಯಲ್ಲಿ (ಕೆಎಂಸಿಆರ್‌ಐ) ಸರ್ಕಾರದ ವತಿಯಿಂದ ಮೊದಲ ಐವಿಎಫ್ ಕೇಂದ್ರ ತಲೆ ಎತ್ತುತ್ತಿದೆ. xyxy=(5,1184,184,1246)
sub-headline: ಸ್ಫೋಟಕ ಹೇಳಿಕೆ xyxy=(55,759,134,776)
body-paragraph: ಪ್ರತಿಯೊಬ್ಬರ ಜವಾಬ್ದಾರಿಯಾಗಿದೆ. ಮುಂದಿನ ಪೀಳಿಗೆಗೆ ಇಂಧನವನ್ನು ಉಳಿಸುವಲ್ಲಿ ನಾವೆಲ್ಲರೂ ಜೊತೆಗೂಡಬೇಕು. ಈ ಹಿನ್ನಲೆಯಲ್ಲಿ ರಾಷ್ಟ್ರೀಯ ಇಂಧನ ಸಂರಕ್ಷಣಾ ದಿನದಂದು, ಸೆಮಿನಾರ್, ಕಾರ್ಯಾಗಾರಗಳು ಮತ್ತು ಇಂಧನ ಉಳಿತಾಯ ಅಭಿಯಾನಗಳು ಸೇರಿದಂತೆ ವಿವಿಧ ಕಾರ್ಯಕ್ರಮಗಳನ್ನು ಆಯೋಜಿಸಲಾಗುತ್ತಾ ಬರಲಾಗುತ್ತಿದೆ. xyxy=(561,754,739,828)
article-headline: ಬಿಜೆಪಿ ಸರ್ಕಾರ ಪಂಚಮಸಾಲಿಗರಿಗೆ ಟೋಪಿ ಹಾಕಿದ್ದಾರೆ: ಮುಖ್ಯಮಂತ್ರಿ xyxy=(608,419,901,470)
body-paragraph: ಕೇರಳದಲ್ಲಿ 900 ಜನಸಂಖ್ಯೆಗೆ ಒಂದು ಗ್ರಾಮ ಪಂಚಾಯತಿ ಇದ್ದರೆ, ನಮ್ಮಲ್ಲಿ ಗ್ರಾಮ ಪಂಚಾಯತಿಗಳ ಸಂಖ್ಯೆ ಹೆಚ್ಚು. ಹೀಗಾಗಿ ಕೇರಳ ಮಾದರಿ ವೇತನ ಹೆಚ್ಚಳ ಸಾಧ್ಯವಿಲ್ಲ. ಸದ್ಯದ ಆರ್ಥಿಕ ಪರಿಸ್ಥಿತಿಯಲ್ಲಿ ಗೌರವಧನ ಹೆಚ್ಚಳ ಕಷ್ಟ ಎಂದು ಸ್ಪಷ್ಟಪಡಿಸಿದರು. xyxy=(10,298,190,348)
body-paragraph: ಹೇಳಿಕೆ ನೀಡಿದ್ದಾರೆ ಎಂದು ಆರೋಪಿಸಿ ವಕೀಲ ನ್ಯವೇಂದ್ರ ನ್ಯಾಯಾಲಯದಲ್ಲಿ ಖಾಸಗಿ ದೂರು ದಾಖಲಿಸಿದ್ದರು. ಈ ದೂರಿನ ವಿಚಾರಣೆ ನಡೆಸಿದ ನ್ಯಾಯಾಲಯ ಮುಂದಿನ ವಿಚಾರಣೆ ವೇಳೆ ಹಾಜರಾಗುವಂತೆ ಸೂಚನೆ ನೀಡಿದೆ. xyxy=(191,1066,369,1116)
body-paragraph: ಗಲಭೆಗಳು ನಡೆಯದಂತೆ ಹೈ ಅಲರ್ಟ್ ಆದ ಪೊಲೀಸರು: ಕಳೆದ ಒಂದು ದಶಕದಿಂದ ಶ್ರೀರಂಗಪಟ್ಟಣದಲ್ಲಿ ಹನುಮ ಮಾಲಾಧಾರಿಗಳ ಸಂಕೀರ್ತನಾ ಯಾತ್ರೆ ನಡೆಯುತ್ತಿದ್ದು, ಈ ಬಾರಿ ಡಿಸೆಂಬರ್ 15 ಕ್ಕೆ ಹನುಮಮಾಲಾ ಧಾರಿಗಳ ಸಂಕೀರ್ತನಾ ಯಾತ್ರೆ ನಡೆಸಲು ನಿರ್ಧರಿಸಲಾಗಿದೆ. ಇದರಿಂದ ಗಲಭೆಗಳು ನಡೆಯದಂತೆ ಪೊಲೀಸರು ಈಗಿನಿಂದಲೇ ಹೈ ಅಲರ್ಟ್ ಆಗಿದ್ದಾರೆ. xyxy=(561,1157,739,1244)
article-body xyxy=(10,104,190,388)
article-headline: ಗ್ರಾಪಂ ಅಧ್ಯಕ್ಷ ಉಪಾಧ್ಯಕ್ಷರ ಗೌರವಧನ ಹೆಚ್ಚಳ ಸಾಧ್ಯವಿಲ್ಲ xyxy=(17,67,183,99)
article-body-left xyxy=(654,117,789,373)
body-paragraph: ಅಧಿಕಾರಿಗಳು, ಜನಪ್ರತಿನಿಧಿಗಳಿಂದ ಅಕ್ರಮ ಆರೋಪ: ವೈದ್ಯಕೀಯ ಶಿಕ್ಷಣ ಇಲಾಖೆಯು ಟೆಂಡರ್ ಕರೆದಿದ್ದು, ಖಾಸಗಿ ಸಂಸ್ಥೆಗೆ ಪಿಪಿಇ ಕಿಟ್ ಸರಬರಾಜು ಬಿಡ್ ನೀಡಲಾಗಿದೆ. 15 ದಿನದೊಳಗೆ ಸರಬರಾಜು ಮಾಡಲು ಆದೇಶಿಸಲಾಗಿದೆ. ಆದರೂ 17 ಸರ್ಕಾರಿ ಕಾಲೇಜು, ಒಂದು ಸೂಪರ್ ಸ್ಪೆಷಾಲಿಟಿ ಆಸ್ಪತ್ರೆಗೆ ನೀಡಿರುವ ದಾಖಲೆಗಳಲ್ಲಿ ನಮೂದಿಸಿಲ್ಲ ಎಂದು ಎಫ್‌ಐಆರ್‌ನಲ್ಲಿ ದೂರಲಾಗಿದೆ. ಅಂದಿನ ಅಧಿಕಾರಿಗಳು, ಜನಪ್ರತಿನಿಧಿಗಳು ಅಕ್ರಮದಲ್ಲಿ ಶಾಮೀಲಾಗಿದ್ದಾರೆ ಎಂದು ಆರೋಪಿಸಲಾಗಿದೆ. xyxy=(376,795,554,908)
photo-ribbon-cutting-ceremony xyxy=(746,824,941,962)
body-paragraph: ಮಾಡುತ್ತಿದ್ದಾರೆ. ಇನ್ನು ಪ್ರಕರಣ ಪ್ರಮುಖಿ ಆರೋಪಿಯಾಗಿರುವ ಮೃತ ಅತುಲ್ ಪತ್ನಿ ನಿಖಿತಾ ಬೆಂಗಳೂರು ಪೊಲೀಸರು ಉತ್ತರ ಪ್ರದೇಶಕ್ಕೆ ಬಂದಿರುವ ವಿಚಾರ ತಿಳಿದು ಬಂದಿದ್ದು, ನೆಲೆಸಿರುವ ಆರೋಪಿ ಕುಟುಂಬಕ್ಕೆ ನೋಟಿಸ್ ಜಾರಿ ಮಾಡಲಾಗಿದೆ. xyxy=(561,858,739,920)
article-2a-reservation xyxy=(202,64,646,412)
body-paragraph: ಎನ್-95 ಮಾಸ್ಕ್, ಪಿಪಿಇ ಕಿಟ್ ಖರೀದಿಯಲ್ಲಿ ಅಕ್ರಮ ನಡೆದಿದೆ ಎಂದು ದೂರಿನಲ್ಲಿ ಉಲ್ಲೇಖಿಸಲಾಗಿದ್ದು, ತನಿಖೆ ಚುರುಕುಗೊಂಡಿದೆ. ಹೆಚ್ಚಿನ ದಾಖಲೆಗಳನ್ನು ವಶಕ್ಕೆ ಪಡೆದುಕೊಂಡಿರುವ ಬಗ್ಗೆ ದೂರು ನೀಡಲಾಗಿದೆ. xyxy=(376,975,554,1025)
article-body-below-photo xyxy=(752,652,937,690)
body-paragraph: ರಾಜ್ಯದ 17 ಸರ್ಕಾರಿ ಕಾಲೇಜು ಹಾಗೂ ಒಂದು ಸೂಪರ್ ಸ್ಪೆಷಾಲಿಟಿ ಆಸ್ಪತ್ರೆಯಲ್ಲಿ ಬಳಸಲು ಅನುಮೋದನೆ ನೀಡಲಾಗಿತ್ತು. xyxy=(191,1197,369,1234)
body-paragraph: ರಾಷ್ಟ್ರೀಯ ಇಂಧನ ಸಂರಕ್ಷಣಾ ದಿನದ ಮಹತ್ವ ಹಾಗೂ ಆಚರಣೆ: ಇಂಧನ ಸಂರಕ್ಷಣೆಯ ಮಹತ್ವದ ಬಗ್ಗೆ ಜನರಲ್ಲಿ ಜಾಗೃತಿ ಮೂಡಿಸುವ ಉದ್ದೇಶದಿಂದ ಈ ದಿನವು ಮಹತ್ವದ್ದಾಗಿದೆ. ಶಕ್ತಿಯ ವ್ಯರ್ಥವನ್ನು ಕಡಿಮೆ ಮಾಡಲು ಮತ್ತು ಸಂಪನ್ಮೂಲಗಳನ್ನು ಸಂರಕ್ಷಿಸುವುದು xyxy=(376,1197,554,1259)
